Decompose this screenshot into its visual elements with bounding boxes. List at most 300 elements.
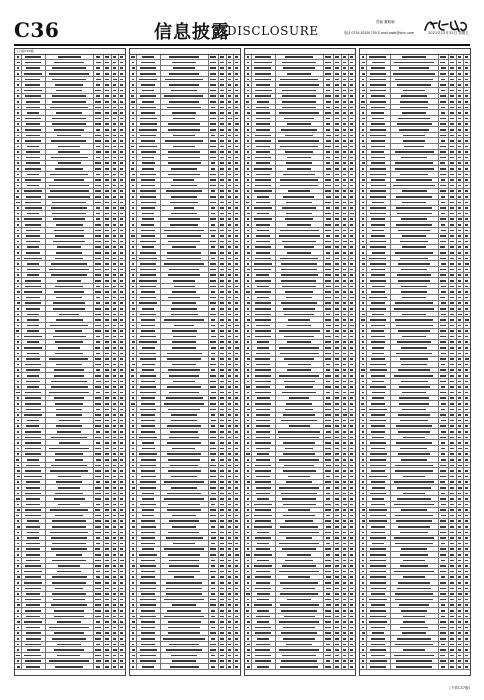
table-cell xyxy=(326,660,331,662)
table-cell xyxy=(105,196,110,198)
table-cell xyxy=(371,504,385,506)
table-cell xyxy=(362,190,365,192)
table-cell xyxy=(325,560,331,562)
table-cell xyxy=(25,179,40,181)
table-cell xyxy=(105,241,109,243)
table-cell xyxy=(465,358,469,360)
table-cell xyxy=(335,101,339,103)
table-cell xyxy=(220,560,224,562)
table-cell xyxy=(350,162,353,164)
table-cell xyxy=(167,442,202,444)
table-cell xyxy=(450,666,454,668)
table-cell xyxy=(25,302,41,304)
table-cell xyxy=(280,185,318,187)
table-cell xyxy=(326,515,331,517)
table-cell xyxy=(228,101,231,103)
table-cell xyxy=(105,107,109,109)
table-cell xyxy=(56,364,82,366)
table-cell xyxy=(335,498,340,500)
table-cell xyxy=(105,576,109,578)
table-cell xyxy=(51,604,86,606)
table-cell xyxy=(362,258,365,260)
table-cell xyxy=(53,218,84,220)
table-cell xyxy=(24,414,41,416)
table-cell xyxy=(458,174,462,176)
table-cell xyxy=(458,56,462,58)
table-cell xyxy=(59,420,80,422)
table-cell xyxy=(326,397,330,399)
table-cell xyxy=(105,560,109,562)
table-cell xyxy=(220,571,224,573)
table-cell xyxy=(370,207,386,209)
table-cell xyxy=(26,465,40,467)
table-cell xyxy=(26,157,40,159)
table-cell xyxy=(174,325,195,327)
table-cell xyxy=(465,582,469,584)
table-cell xyxy=(280,79,318,81)
table-cell xyxy=(402,246,427,248)
table-cell xyxy=(278,431,319,433)
table-cell xyxy=(440,621,446,623)
table-cell xyxy=(95,397,100,399)
table-cell xyxy=(282,548,316,550)
table-cell xyxy=(51,207,87,209)
table-cell xyxy=(343,476,346,478)
table-cell xyxy=(210,604,216,606)
table-cell xyxy=(247,347,249,349)
table-cell xyxy=(17,286,20,288)
table-cell xyxy=(335,409,340,411)
table-cell xyxy=(362,235,365,237)
table-cell xyxy=(57,655,80,657)
table-cell xyxy=(235,448,239,450)
table-cell xyxy=(105,67,109,69)
table-cell xyxy=(27,146,39,148)
table-cell xyxy=(141,470,155,472)
table-cell xyxy=(326,118,331,120)
table-cell xyxy=(228,465,231,467)
table-cell xyxy=(255,291,272,293)
table-cell xyxy=(394,308,435,310)
table-cell xyxy=(49,269,89,271)
table-cell xyxy=(140,604,157,606)
table-cell xyxy=(465,414,469,416)
table-cell xyxy=(465,655,468,657)
table-cell xyxy=(120,341,123,343)
table-cell xyxy=(325,509,331,511)
table-cell xyxy=(283,627,315,629)
table-cell xyxy=(400,627,427,629)
table-cell xyxy=(335,252,339,254)
table-cell xyxy=(397,84,431,86)
table-cell xyxy=(57,280,80,282)
table-cell xyxy=(210,146,216,148)
table-cell xyxy=(235,442,239,444)
table-cell xyxy=(235,470,238,472)
table-cell xyxy=(228,336,231,338)
table-cell xyxy=(370,73,386,75)
table-cell xyxy=(24,336,41,338)
table-cell xyxy=(465,129,469,131)
table-cell xyxy=(343,397,346,399)
table-cell xyxy=(441,644,446,646)
table-cell xyxy=(228,621,232,623)
table-cell xyxy=(228,627,231,629)
table-cell xyxy=(369,476,386,478)
table-cell xyxy=(458,369,461,371)
table-cell xyxy=(220,442,224,444)
table-cell xyxy=(210,481,215,483)
table-cell xyxy=(335,336,339,338)
table-cell xyxy=(26,481,40,483)
table-cell xyxy=(113,616,117,618)
table-cell xyxy=(372,118,384,120)
table-cell xyxy=(27,269,40,271)
table-cell xyxy=(246,202,249,204)
table-cell xyxy=(132,414,135,416)
table-cell xyxy=(394,537,433,539)
table-cell xyxy=(27,520,40,522)
table-cell xyxy=(247,520,250,522)
table-cell xyxy=(27,386,39,388)
table-cell xyxy=(343,660,347,662)
table-cell xyxy=(441,453,446,455)
table-cell xyxy=(17,571,20,573)
table-cell xyxy=(210,632,216,634)
table-cell xyxy=(235,230,239,232)
table-cell xyxy=(465,347,469,349)
table-cell xyxy=(113,476,116,478)
table-cell xyxy=(228,375,231,377)
table-cell xyxy=(211,213,216,215)
table-cell xyxy=(27,274,40,276)
table-cell xyxy=(17,358,20,360)
table-cell xyxy=(440,308,446,310)
table-cell xyxy=(113,666,116,668)
table-cell xyxy=(211,593,216,595)
table-cell xyxy=(343,487,346,489)
table-cell xyxy=(211,532,216,534)
table-cell xyxy=(25,431,41,433)
table-cell xyxy=(220,425,225,427)
table-cell xyxy=(350,621,353,623)
table-cell xyxy=(281,632,318,634)
table-cell xyxy=(235,381,238,383)
table-cell xyxy=(399,403,429,405)
table-cell xyxy=(441,196,446,198)
table-cell xyxy=(27,330,39,332)
table-cell xyxy=(17,157,19,159)
table-cell xyxy=(235,465,239,467)
table-cell xyxy=(288,364,311,366)
table-cell xyxy=(220,162,223,164)
table-cell xyxy=(335,235,340,237)
table-cell xyxy=(132,515,135,517)
table-cell xyxy=(113,67,116,69)
table-cell xyxy=(228,632,232,634)
table-cell xyxy=(48,196,89,198)
table-cell xyxy=(325,263,331,265)
table-cell xyxy=(370,280,386,282)
table-cell xyxy=(113,302,116,304)
table-cell xyxy=(55,235,84,237)
table-cell xyxy=(362,610,365,612)
table-cell xyxy=(26,604,40,606)
table-cell xyxy=(141,140,155,142)
table-cell xyxy=(120,140,124,142)
table-cell xyxy=(17,129,20,131)
table-cell xyxy=(120,190,124,192)
table-cell xyxy=(343,644,346,646)
table-cell xyxy=(211,353,216,355)
table-cell xyxy=(53,302,85,304)
table-cell xyxy=(132,476,135,478)
table-cell xyxy=(465,140,468,142)
table-cell xyxy=(220,235,225,237)
table-cell xyxy=(220,230,224,232)
table-cell xyxy=(140,358,156,360)
table-cell xyxy=(169,520,199,522)
table-cell xyxy=(220,481,225,483)
table-cell xyxy=(350,554,354,556)
table-cell xyxy=(235,269,239,271)
table-cell xyxy=(335,638,339,640)
table-cell xyxy=(362,504,364,506)
table-cell xyxy=(370,515,386,517)
table-cell xyxy=(362,90,365,92)
table-cell xyxy=(139,353,156,355)
table-cell xyxy=(105,369,110,371)
table-cell xyxy=(350,386,354,388)
table-cell xyxy=(465,118,468,120)
table-cell xyxy=(132,437,134,439)
table-cell xyxy=(17,56,20,58)
table-cell xyxy=(247,660,250,662)
table-cell xyxy=(350,140,353,142)
table-cell xyxy=(396,224,433,226)
table-cell xyxy=(235,576,238,578)
table-cell xyxy=(120,112,124,114)
table-cell xyxy=(335,62,340,64)
table-cell xyxy=(254,263,272,265)
table-cell xyxy=(95,487,101,489)
table-cell xyxy=(211,347,216,349)
table-cell xyxy=(450,230,454,232)
table-cell xyxy=(210,185,216,187)
table-cell xyxy=(235,185,238,187)
table-cell xyxy=(50,174,89,176)
table-cell xyxy=(24,218,41,220)
header-rule xyxy=(14,44,470,46)
table-cell xyxy=(247,442,249,444)
table-cell xyxy=(465,520,468,522)
table-cell xyxy=(255,655,271,657)
table-cell xyxy=(371,414,385,416)
table-cell xyxy=(450,481,454,483)
table-cell xyxy=(25,493,40,495)
table-cell xyxy=(105,520,110,522)
table-cell xyxy=(370,560,386,562)
table-cell xyxy=(164,319,204,321)
table-cell xyxy=(131,369,134,371)
table-cell xyxy=(362,588,365,590)
table-cell xyxy=(17,520,19,522)
table-cell xyxy=(132,314,134,316)
table-cell xyxy=(325,185,331,187)
table-cell xyxy=(220,280,224,282)
table-cell xyxy=(141,632,155,634)
table-cell xyxy=(141,560,154,562)
table-cell xyxy=(256,202,270,204)
table-cell xyxy=(465,269,469,271)
table-cell xyxy=(52,202,86,204)
table-cell xyxy=(120,274,123,276)
table-cell xyxy=(440,241,446,243)
table-cell xyxy=(450,520,454,522)
table-cell xyxy=(95,280,100,282)
table-cell xyxy=(440,84,445,86)
table-cell xyxy=(132,308,135,310)
table-cell xyxy=(132,660,135,662)
table-cell xyxy=(105,95,109,97)
table-cell xyxy=(458,660,461,662)
table-cell xyxy=(440,280,446,282)
table-cell xyxy=(465,375,469,377)
table-cell xyxy=(441,431,446,433)
table-cell xyxy=(132,297,135,299)
table-cell xyxy=(228,364,231,366)
table-cell xyxy=(96,543,101,545)
table-cell xyxy=(350,576,353,578)
table-cell xyxy=(220,487,224,489)
table-cell xyxy=(362,353,365,355)
table-cell xyxy=(465,135,469,137)
table-cell xyxy=(132,185,134,187)
table-cell xyxy=(326,465,331,467)
table-cell xyxy=(17,252,20,254)
table-cell xyxy=(141,621,155,623)
table-cell xyxy=(465,425,469,427)
table-cell xyxy=(247,644,250,646)
table-cell xyxy=(228,246,231,248)
table-cell xyxy=(458,537,462,539)
table-cell xyxy=(343,258,346,260)
table-cell xyxy=(17,230,19,232)
table-cell xyxy=(343,437,346,439)
table-cell xyxy=(132,224,134,226)
table-cell xyxy=(285,448,312,450)
table-cell xyxy=(362,571,364,573)
table-cell xyxy=(362,62,365,64)
table-cell xyxy=(361,409,364,411)
table-cell xyxy=(58,347,81,349)
table-cell xyxy=(105,442,109,444)
table-cell xyxy=(402,112,426,114)
table-cell xyxy=(371,644,385,646)
table-cell xyxy=(105,358,109,360)
table-cell xyxy=(228,644,231,646)
table-cell xyxy=(141,397,156,399)
table-cell xyxy=(17,493,19,495)
table-cell xyxy=(458,274,461,276)
table-cell xyxy=(120,442,124,444)
table-cell xyxy=(450,431,454,433)
table-cell xyxy=(465,576,468,578)
table-cell xyxy=(350,655,353,657)
table-cell xyxy=(120,453,124,455)
table-cell xyxy=(141,224,154,226)
table-cell xyxy=(335,123,340,125)
table-cell xyxy=(228,565,232,567)
table-cell xyxy=(335,224,339,226)
table-cell xyxy=(362,135,365,137)
table-cell xyxy=(465,565,469,567)
table-cell xyxy=(343,291,346,293)
table-cell xyxy=(247,425,250,427)
table-cell xyxy=(228,358,232,360)
table-cell xyxy=(282,107,316,109)
table-cell xyxy=(220,520,223,522)
table-cell xyxy=(399,129,429,131)
table-cell xyxy=(228,476,231,478)
table-cell xyxy=(440,476,445,478)
table-cell xyxy=(350,319,354,321)
table-cell xyxy=(372,353,385,355)
table-cell xyxy=(17,604,20,606)
table-cell xyxy=(120,168,123,170)
table-cell xyxy=(120,481,123,483)
table-cell xyxy=(370,129,387,131)
table-cell xyxy=(441,493,446,495)
table-cell xyxy=(235,213,238,215)
table-cell xyxy=(26,252,40,254)
table-cell xyxy=(228,107,231,109)
table-cell xyxy=(132,638,134,640)
table-cell xyxy=(220,599,223,601)
table-cell xyxy=(120,218,124,220)
table-cell xyxy=(113,224,116,226)
table-cell xyxy=(17,140,19,142)
table-cell xyxy=(120,135,123,137)
table-cell xyxy=(95,263,101,265)
table-cell xyxy=(441,302,446,304)
table-cell xyxy=(458,319,461,321)
table-cell xyxy=(172,660,196,662)
table-cell xyxy=(326,90,331,92)
table-cell xyxy=(280,526,317,528)
table-cell xyxy=(450,565,453,567)
table-cell xyxy=(220,62,225,64)
table-cell xyxy=(343,548,347,550)
table-cell xyxy=(120,465,123,467)
table-cell xyxy=(335,129,338,131)
table-cell xyxy=(247,174,250,176)
table-cell xyxy=(172,347,197,349)
table-cell xyxy=(120,286,124,288)
table-cell xyxy=(285,291,314,293)
table-cell xyxy=(246,353,249,355)
table-cell xyxy=(95,515,101,517)
table-cell xyxy=(17,431,20,433)
table-cell xyxy=(400,420,427,422)
table-cell xyxy=(105,610,109,612)
table-cell xyxy=(465,162,469,164)
table-cell xyxy=(51,263,87,265)
table-cell xyxy=(17,425,19,427)
table-cell xyxy=(458,414,461,416)
table-cell xyxy=(256,571,270,573)
table-cell xyxy=(403,649,426,651)
